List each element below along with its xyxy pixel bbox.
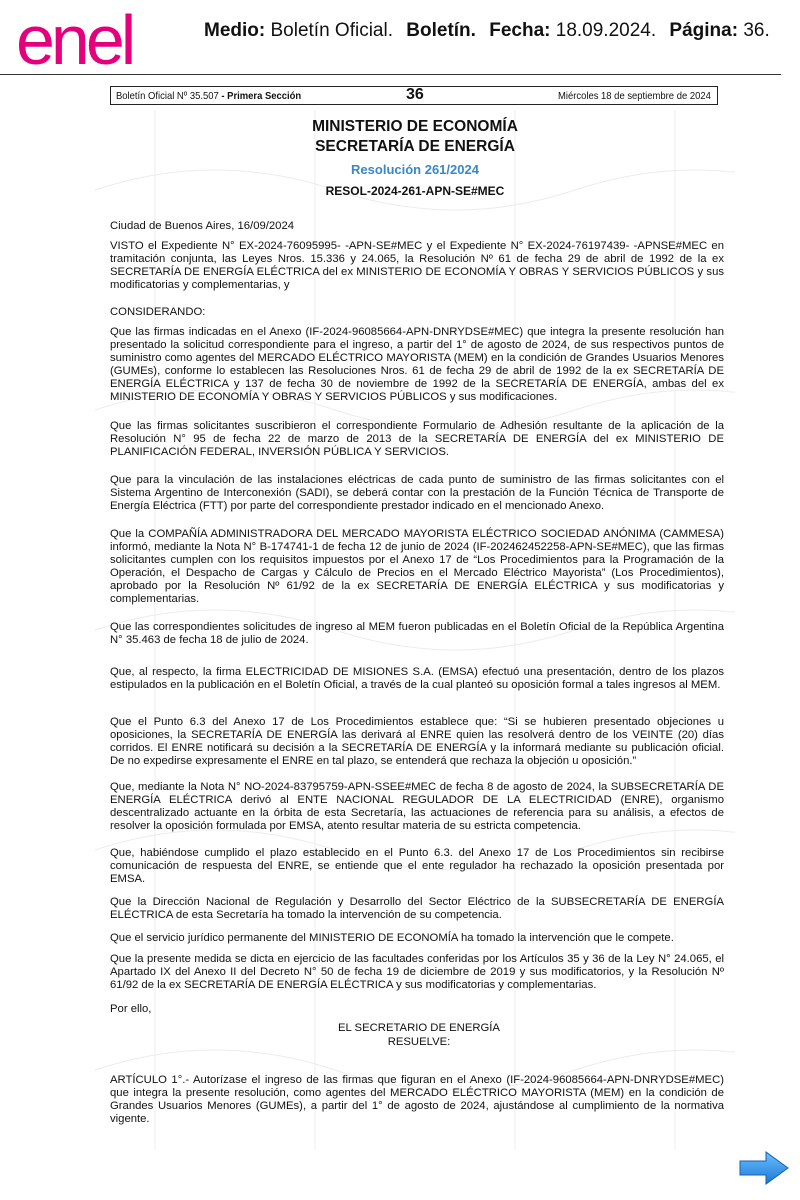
bulletin-page-number: 36 bbox=[406, 86, 424, 103]
svg-text:enel: enel bbox=[16, 8, 133, 70]
pagina-value: 36. bbox=[743, 20, 770, 41]
considerando-p1: Que las firmas indicadas en el Anexo (IF-2024-96085664-APN-DNRYDSE#MEC) que integra la presente resolución han presentado la solicitud correspondiente para el ingreso, a partir del 1° de agosto de 2024, de sus respectivos puntos de suministro como agentes del MERCADO ELÉCTRICO MAYORISTA (MEM) en la condición de Grandes Usuarios Menores (GUMEs), conforme lo establecen las Resoluciones Nros. 61 de fecha 29 de abril de 1992 de la ex SECRETARÍA DE ENERGÍA ELÉCTRICA y 137 de fecha 30 de noviembre de 1992 de la SECRETARÍA DE ENERGÍA, ambas del ex MINISTERIO DE ECONOMÍA Y OBRAS Y SERVICIOS PÚBLICOS y sus modificaciones. bbox=[110, 326, 724, 403]
bulletin-header bbox=[110, 86, 718, 105]
resuelve-heading: RESUELVE: bbox=[387, 1036, 451, 1048]
visto-paragraph: VISTO el Expediente N° EX-2024-76095995- -APN-SE#MEC y el Expediente N° EX-2024-76197439- -APNSE#MEC en tramitación conjunta, las Leyes Nros. 15.336 y 24.065, la Resolución Nº 61 de fecha 29 de abril de 1992 de la ex SECRETARÍA DE ENERGÍA ELÉCTRICA del ex MINISTERIO DE ECONOMÍA Y OBRAS Y SERVICIOS PÚBLICOS y sus modificatorias y complementarias, y bbox=[110, 240, 724, 291]
signer-title: EL SECRETARIO DE ENERGÍA bbox=[338, 1022, 500, 1034]
considerando-p8: Que, mediante la Nota N° NO-2024-83795759-APN-SSEE#MEC de fecha 8 de agosto de 2024, la SUBSECRETARÍA DE ENERGÍA ELÉCTRICA derivó al ENTE NACIONAL REGULADOR DE LA ELECTRICIDAD (ENRE), organismo descentralizado actuante en la órbita de esta Secretaría, las actuaciones de referencia para su análisis, a efectos de resolver la oposición formulada por EMSA, atento resultar materia de su estricta competencia. bbox=[110, 781, 724, 832]
bulletin-date: Miércoles 18 de septiembre de 2024 bbox=[558, 90, 711, 102]
considerando-p6: Que, al respecto, la firma ELECTRICIDAD DE MISIONES S.A. (EMSA) efectuó una presentación, dentro de los plazos estipulados en la publicación en el Boletín Oficial, a través de la cual planteó su oposición formal a tales ingresos al MEM. bbox=[110, 666, 724, 691]
resolution-title: Resolución 261/2024 bbox=[351, 162, 479, 177]
considerando-p9: Que, habiéndose cumplido el plazo establecido en el Punto 6.3. del Anexo 17 de Los Procedimientos sin recibirse comunicación de respuesta del ENRE, se entiende que el ente regulador ha rechazado la oposición presentada por EMSA. bbox=[110, 847, 724, 885]
considerando-p10: Que la Dirección Nacional de Regulación y Desarrollo del Sector Eléctrico de la SUBSECRETARÍA DE ENERGÍA ELÉCTRICA de esta Secretaría ha tomado la intervención de su competencia. bbox=[110, 896, 724, 921]
considerando-p3: Que para la vinculación de las instalaciones eléctricas de cada punto de suministro de las firmas solicitantes con el Sistema Argentino de Interconexión (SADI), se deberá contar con la prestación de la Función Técnica de Transporte de Energía Eléctrica (FTT) por parte del correspondiente prestador indicado en el mencionado Anexo. bbox=[110, 474, 724, 512]
header-divider bbox=[0, 74, 781, 75]
pagina-label: Página: bbox=[669, 20, 739, 41]
considerando-p7: Que el Punto 6.3 del Anexo 17 de Los Procedimientos establece que: “Si se hubieren presentado objeciones u oposiciones, la SECRETARÍA DE ENERGÍA las derivará al ENRE quien las resolverá dentro de los VEINTE (20) días corridos. El ENRE notificará su decisión a la SECRETARÍA DE ENERGÍA y la informará mediante su publicación oficial. De no expedirse expresamente el ENRE en tal plazo, se entenderá que rechaza la objeción u oposición.” bbox=[110, 716, 724, 767]
secretariat-title: SECRETARÍA DE ENERGÍA bbox=[315, 138, 515, 155]
bulletin-section: - Primera Sección bbox=[218, 90, 302, 102]
city-date: Ciudad de Buenos Aires, 16/09/2024 bbox=[110, 220, 295, 232]
ministry-title: MINISTERIO DE ECONOMÍA bbox=[312, 118, 518, 135]
considerando-p2: Que las firmas solicitantes suscribieron el correspondiente Formulario de Adhesión resultante de la aplicación de la Resolución N° 95 de fecha 22 de marzo de 2013 de la SECRETARÍA DE ENERGÍA del ex MINISTERIO DE PLANIFICACIÓN FEDERAL, INVERSIÓN PÚBLICA Y SERVICIOS. bbox=[110, 420, 724, 458]
arrow-right-icon[interactable] bbox=[740, 1152, 788, 1184]
considerando-p12: Que la presente medida se dicta en ejercicio de las facultades conferidas por los Artículos 35 y 36 de la Ley N° 24.065, el Apartado IX del Anexo II del Decreto N° 50 de fecha 19 de diciembre de 2019 y sus modificatorios, y la Resolución Nº 61/92 de la ex SECRETARÍA DE ENERGÍA ELÉCTRICA y sus modificatorias y complementarias. bbox=[110, 953, 724, 991]
considerando-p4: Que la COMPAÑÍA ADMINISTRADORA DEL MERCADO MAYORISTA ELÉCTRICO SOCIEDAD ANÓNIMA (CAMMESA) informó, mediante la Nota N° B-174741-1 de fecha 12 de junio de 2024 (IF-202462452258-APN-SE#MEC), que las firmas solicitantes cumplen con los requisitos impuestos por el Anexo 17 de “Los Procedimientos para la Programación de la Operación, el Despacho de Cargas y Cálculo de Precios en el Mercado Eléctrico Mayorista” (Los Procedimientos), aprobado por la Resolución Nº 61/92 de la ex SECRETARÍA DE ENERGÍA ELÉCTRICA y sus modificatorias y complementarias. bbox=[110, 528, 724, 605]
por-ello: Por ello, bbox=[110, 1003, 152, 1015]
fecha-label: Fecha: bbox=[489, 20, 551, 41]
medio-label: Medio: bbox=[204, 20, 266, 41]
resolution-code: RESOL-2024-261-APN-SE#MEC bbox=[325, 184, 505, 198]
considerando-p5: Que las correspondientes solicitudes de ingreso al MEM fueron publicadas en el Boletín Oficial de la República Argentina N° 35.463 de fecha 18 de julio de 2024. bbox=[110, 621, 724, 646]
fecha-value: 18.09.2024. bbox=[555, 20, 657, 41]
considerando-p11: Que el servicio jurídico permanente del MINISTERIO DE ECONOMÍA ha tomado la intervención que le compete. bbox=[110, 932, 674, 944]
next-page-button[interactable] bbox=[738, 1150, 790, 1186]
bulletin-number: Boletín Oficial Nº 35.507 bbox=[116, 90, 219, 102]
enel-logo bbox=[14, 8, 176, 70]
boletin-label: Boletín. bbox=[406, 20, 476, 41]
articulo-1: ARTÍCULO 1°.- Autorízase el ingreso de las firmas que figuran en el Anexo (IF-2024-96085664-APN-DNRYDSE#MEC) que integra la presente resolución, como agentes del MERCADO ELÉCTRICO MAYORISTA (MEM) en la condición de Grandes Usuarios Menores (GUMEs), a partir del 1° de agosto de 2024, ajustándose al cumplimiento de la normativa vigente. bbox=[110, 1074, 724, 1125]
medio-value: Boletín Oficial. bbox=[270, 20, 393, 41]
clipping-meta bbox=[204, 20, 770, 42]
considerando-heading: CONSIDERANDO: bbox=[110, 306, 206, 318]
